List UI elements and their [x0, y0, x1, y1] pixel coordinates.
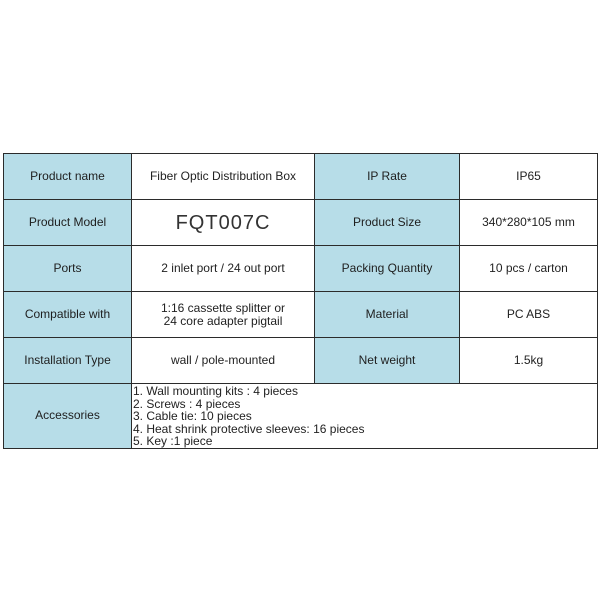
- value-ports: 2 inlet port / 24 out port: [132, 246, 315, 292]
- value-packing-quantity: 10 pcs / carton: [460, 246, 598, 292]
- label-product-size: Product Size: [315, 200, 460, 246]
- list-item: 2. Screws : 4 pieces: [133, 396, 241, 411]
- label-ports: Ports: [4, 246, 132, 292]
- value-installation-type: wall / pole-mounted: [132, 338, 315, 384]
- table-row: [4, 338, 598, 384]
- spec-table: [3, 153, 598, 449]
- label-net-weight: Net weight: [315, 338, 460, 384]
- label-product-model: Product Model: [4, 200, 132, 246]
- label-material: Material: [315, 292, 460, 338]
- table-row: [4, 384, 598, 449]
- value-accessories: [132, 384, 598, 449]
- compatible-line-2: 24 core adapter pigtail: [163, 313, 283, 328]
- label-accessories: Accessories: [4, 384, 132, 449]
- model-number: FQT007C: [175, 211, 271, 234]
- value-compatible-with: [132, 292, 315, 338]
- value-ip-rate: IP65: [460, 154, 598, 200]
- value-net-weight: 1.5kg: [460, 338, 598, 384]
- value-material: PC ABS: [460, 292, 598, 338]
- label-product-name: Product name: [4, 154, 132, 200]
- value-product-size: 340*280*105 mm: [460, 200, 598, 246]
- table-row: [4, 200, 598, 246]
- label-packing-quantity: Packing Quantity: [315, 246, 460, 292]
- list-item: 3. Cable tie: 10 pieces: [133, 409, 252, 424]
- list-item: 1. Wall mounting kits : 4 pieces: [133, 384, 298, 398]
- value-product-name: Fiber Optic Distribution Box: [132, 154, 315, 200]
- list-item: 5. Key :1 piece: [133, 434, 213, 449]
- label-installation-type: Installation Type: [4, 338, 132, 384]
- table-row: [4, 246, 598, 292]
- value-product-model: [132, 200, 315, 246]
- table-row: [4, 292, 598, 338]
- label-ip-rate: IP Rate: [315, 154, 460, 200]
- list-item: 4. Heat shrink protective sleeves: 16 pieces: [133, 421, 365, 436]
- accessories-list: [132, 384, 597, 448]
- compatible-line-1: 1:16 cassette splitter or: [160, 300, 286, 315]
- label-compatible-with: Compatible with: [4, 292, 132, 338]
- table-row: [4, 154, 598, 200]
